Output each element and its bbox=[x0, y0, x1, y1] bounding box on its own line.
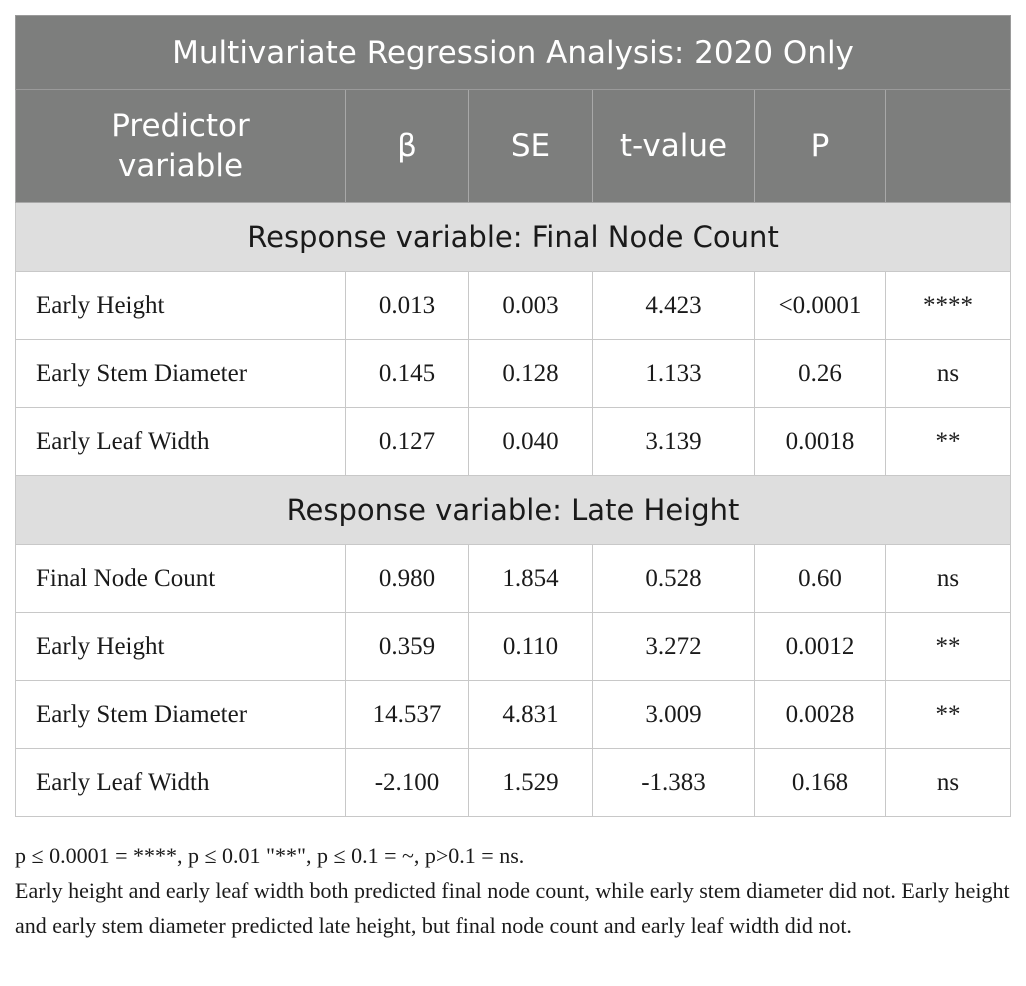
significance-cell: **** bbox=[886, 272, 1011, 340]
table-title-row bbox=[16, 16, 1011, 90]
tvalue-cell: 1.133 bbox=[593, 340, 755, 408]
se-cell: 1.854 bbox=[469, 545, 593, 613]
predictor-cell: Early Height bbox=[16, 272, 346, 340]
predictor-cell: Early Leaf Width bbox=[16, 408, 346, 476]
significance-cell: ns bbox=[886, 340, 1011, 408]
header-p: P bbox=[755, 90, 886, 203]
table-footnotes bbox=[15, 838, 1015, 943]
tvalue-cell: 3.009 bbox=[593, 681, 755, 749]
header-beta: β bbox=[346, 90, 469, 203]
section-row bbox=[16, 203, 1011, 272]
header-row bbox=[16, 90, 1011, 203]
table-title: Multivariate Regression Analysis: 2020 Only bbox=[16, 16, 1011, 90]
header-predictor-line2: variable bbox=[117, 148, 244, 184]
summary-note: Early height and early leaf width both predicted final node count, while early stem diameter did not. Early height and early stem diameter predicted late height, but final node count and early leaf width did not. bbox=[15, 878, 1010, 938]
significance-cell: ** bbox=[886, 613, 1011, 681]
header-tvalue: t-value bbox=[593, 90, 755, 203]
se-cell: 0.040 bbox=[469, 408, 593, 476]
section-label: Response variable: Final Node Count bbox=[16, 203, 1011, 272]
significance-cell: ** bbox=[886, 681, 1011, 749]
section-label: Response variable: Late Height bbox=[16, 476, 1011, 545]
predictor-cell: Early Stem Diameter bbox=[16, 340, 346, 408]
tvalue-cell: 3.139 bbox=[593, 408, 755, 476]
table-row bbox=[16, 613, 1011, 681]
se-cell: 1.529 bbox=[469, 749, 593, 817]
tvalue-cell: 4.423 bbox=[593, 272, 755, 340]
significance-cell: ** bbox=[886, 408, 1011, 476]
p-cell: 0.26 bbox=[755, 340, 886, 408]
predictor-cell: Early Leaf Width bbox=[16, 749, 346, 817]
tvalue-cell: 3.272 bbox=[593, 613, 755, 681]
table-row bbox=[16, 340, 1011, 408]
beta-cell: 0.145 bbox=[346, 340, 469, 408]
table-row bbox=[16, 749, 1011, 817]
header-predictor-line1: Predictor bbox=[111, 108, 250, 144]
header-predictor bbox=[16, 90, 346, 203]
p-cell: <0.0001 bbox=[755, 272, 886, 340]
regression-table bbox=[15, 15, 1011, 817]
predictor-cell: Early Height bbox=[16, 613, 346, 681]
se-cell: 0.003 bbox=[469, 272, 593, 340]
beta-cell: 14.537 bbox=[346, 681, 469, 749]
header-se: SE bbox=[469, 90, 593, 203]
tvalue-cell: 0.528 bbox=[593, 545, 755, 613]
p-cell: 0.0012 bbox=[755, 613, 886, 681]
table-row bbox=[16, 272, 1011, 340]
predictor-cell: Early Stem Diameter bbox=[16, 681, 346, 749]
significance-cell: ns bbox=[886, 545, 1011, 613]
beta-cell: 0.980 bbox=[346, 545, 469, 613]
beta-cell: 0.127 bbox=[346, 408, 469, 476]
significance-cell: ns bbox=[886, 749, 1011, 817]
p-cell: 0.60 bbox=[755, 545, 886, 613]
table-row bbox=[16, 681, 1011, 749]
table-row bbox=[16, 408, 1011, 476]
beta-cell: 0.359 bbox=[346, 613, 469, 681]
table-row bbox=[16, 545, 1011, 613]
p-cell: 0.168 bbox=[755, 749, 886, 817]
predictor-cell: Final Node Count bbox=[16, 545, 346, 613]
header-significance bbox=[886, 90, 1011, 203]
beta-cell: -2.100 bbox=[346, 749, 469, 817]
regression-table-container bbox=[15, 15, 1010, 817]
section-row bbox=[16, 476, 1011, 545]
se-cell: 0.110 bbox=[469, 613, 593, 681]
p-cell: 0.0028 bbox=[755, 681, 886, 749]
se-cell: 0.128 bbox=[469, 340, 593, 408]
se-cell: 4.831 bbox=[469, 681, 593, 749]
tvalue-cell: -1.383 bbox=[593, 749, 755, 817]
significance-legend: p ≤ 0.0001 = ****, p ≤ 0.01 "**", p ≤ 0.1 = ~, p>0.1 = ns. bbox=[15, 843, 525, 868]
beta-cell: 0.013 bbox=[346, 272, 469, 340]
p-cell: 0.0018 bbox=[755, 408, 886, 476]
